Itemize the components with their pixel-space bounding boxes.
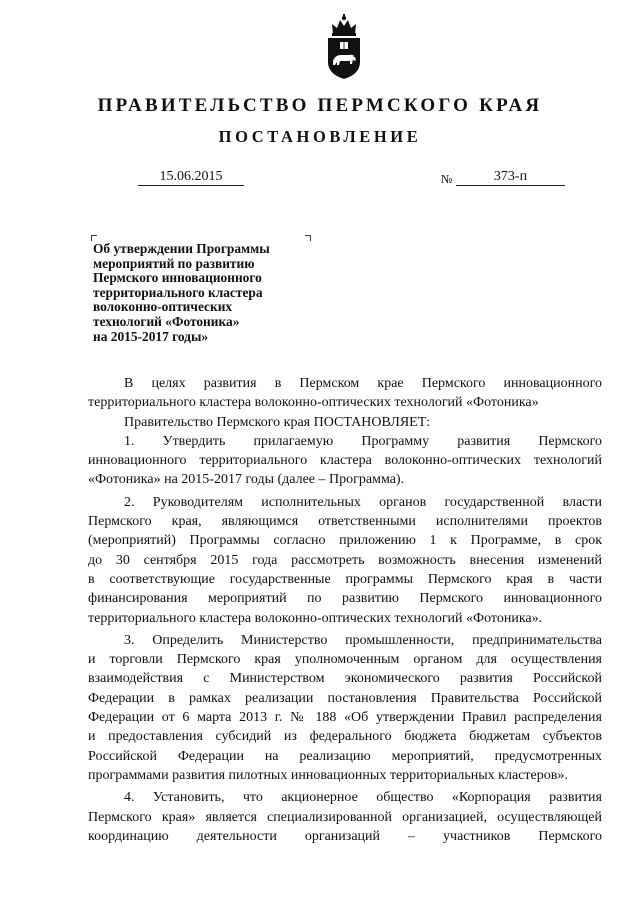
subject-line: мероприятий по развитию [93,255,255,271]
subject-line: Об утверждении Программы [93,241,270,256]
body-line: Правительство Пермского края ПОСТАНОВЛЯЕТ: [124,414,431,430]
body-line: инновационного территориального кластера волоконно-оптических технологий [88,453,602,469]
document-body [88,374,602,846]
body-line: Пермского края» является специализированной организацией, осуществляющей [88,809,602,825]
body-line: финансирования мероприятий по развитию Пермского инновационного [88,591,602,607]
subject-line: на 2015-2017 годы» [93,328,209,344]
body-line: в соответствующие государственные программы Пермского края в части [88,571,602,587]
body-line: Федерации в рамках реализации постановления Правительства Российской [88,690,602,706]
body-line: (мероприятий) Программы согласно приложению 1 к Программе, в срок [88,533,602,549]
document-date: 15.06.2015 [138,169,244,186]
subject-line: волоконно-оптических [93,299,233,315]
subject-line: территориального кластера [93,284,263,300]
body-line: программами развития пилотных инновационных территориальных кластеров». [88,767,568,783]
document-number: 373-п [456,169,565,186]
coat-of-arms-icon [324,14,364,80]
body-line: 1. Утвердить прилагаемую Программу развития Пермского [124,433,602,449]
body-line: Пермского края, являющимся ответственными исполнителями проектов [88,514,602,530]
body-line: Российской Федерации на реализацию мероприятий, предусмотренных [88,748,602,764]
body-line: взаимодействия с Министерством экономического развития Российской [88,671,602,687]
body-line: и предоставления субсидий из федерального бюджета бюджетам субъектов [88,729,602,745]
body-line: до 30 сентября 2015 года рассмотреть возможность внесения изменений [88,552,602,568]
subject-bracket-right [305,235,311,241]
body-line: и торговли Пермского края уполномоченным органом для осуществления [88,652,602,668]
number-sign: № [441,172,453,186]
body-line: В целях развития в Пермском крае Пермского инновационного [124,376,602,391]
body-line: 4. Установить, что акционерное общество «Корпорация развития [124,790,602,806]
body-line: 2. Руководителям исполнительных органов государственной власти [124,494,602,510]
subject-line: технологий «Фотоника» [93,313,240,329]
subject-line: Пермского инновационного [93,270,262,286]
document-type-title: ПОСТАНОВЛЕНИЕ [218,127,422,146]
body-line: Федерации от 6 марта 2013 г. № 188 «Об утверждении Правил распределения [88,710,602,726]
body-line: координацию деятельности организаций – участников Пермского [88,828,602,844]
body-line: 3. Определить Министерство промышленности, предпринимательства [124,632,602,648]
government-title: ПРАВИТЕЛЬСТВО ПЕРМСКОГО КРАЯ [97,95,543,116]
body-line: территориального кластера волоконно-оптических технологий «Фотоника». [88,610,543,626]
document-subject [93,242,313,344]
body-line: «Фотоника» на 2015-2017 годы (далее – Программа). [88,472,405,488]
body-line: территориального кластера волоконно-оптических технологий «Фотоника» [88,395,539,411]
